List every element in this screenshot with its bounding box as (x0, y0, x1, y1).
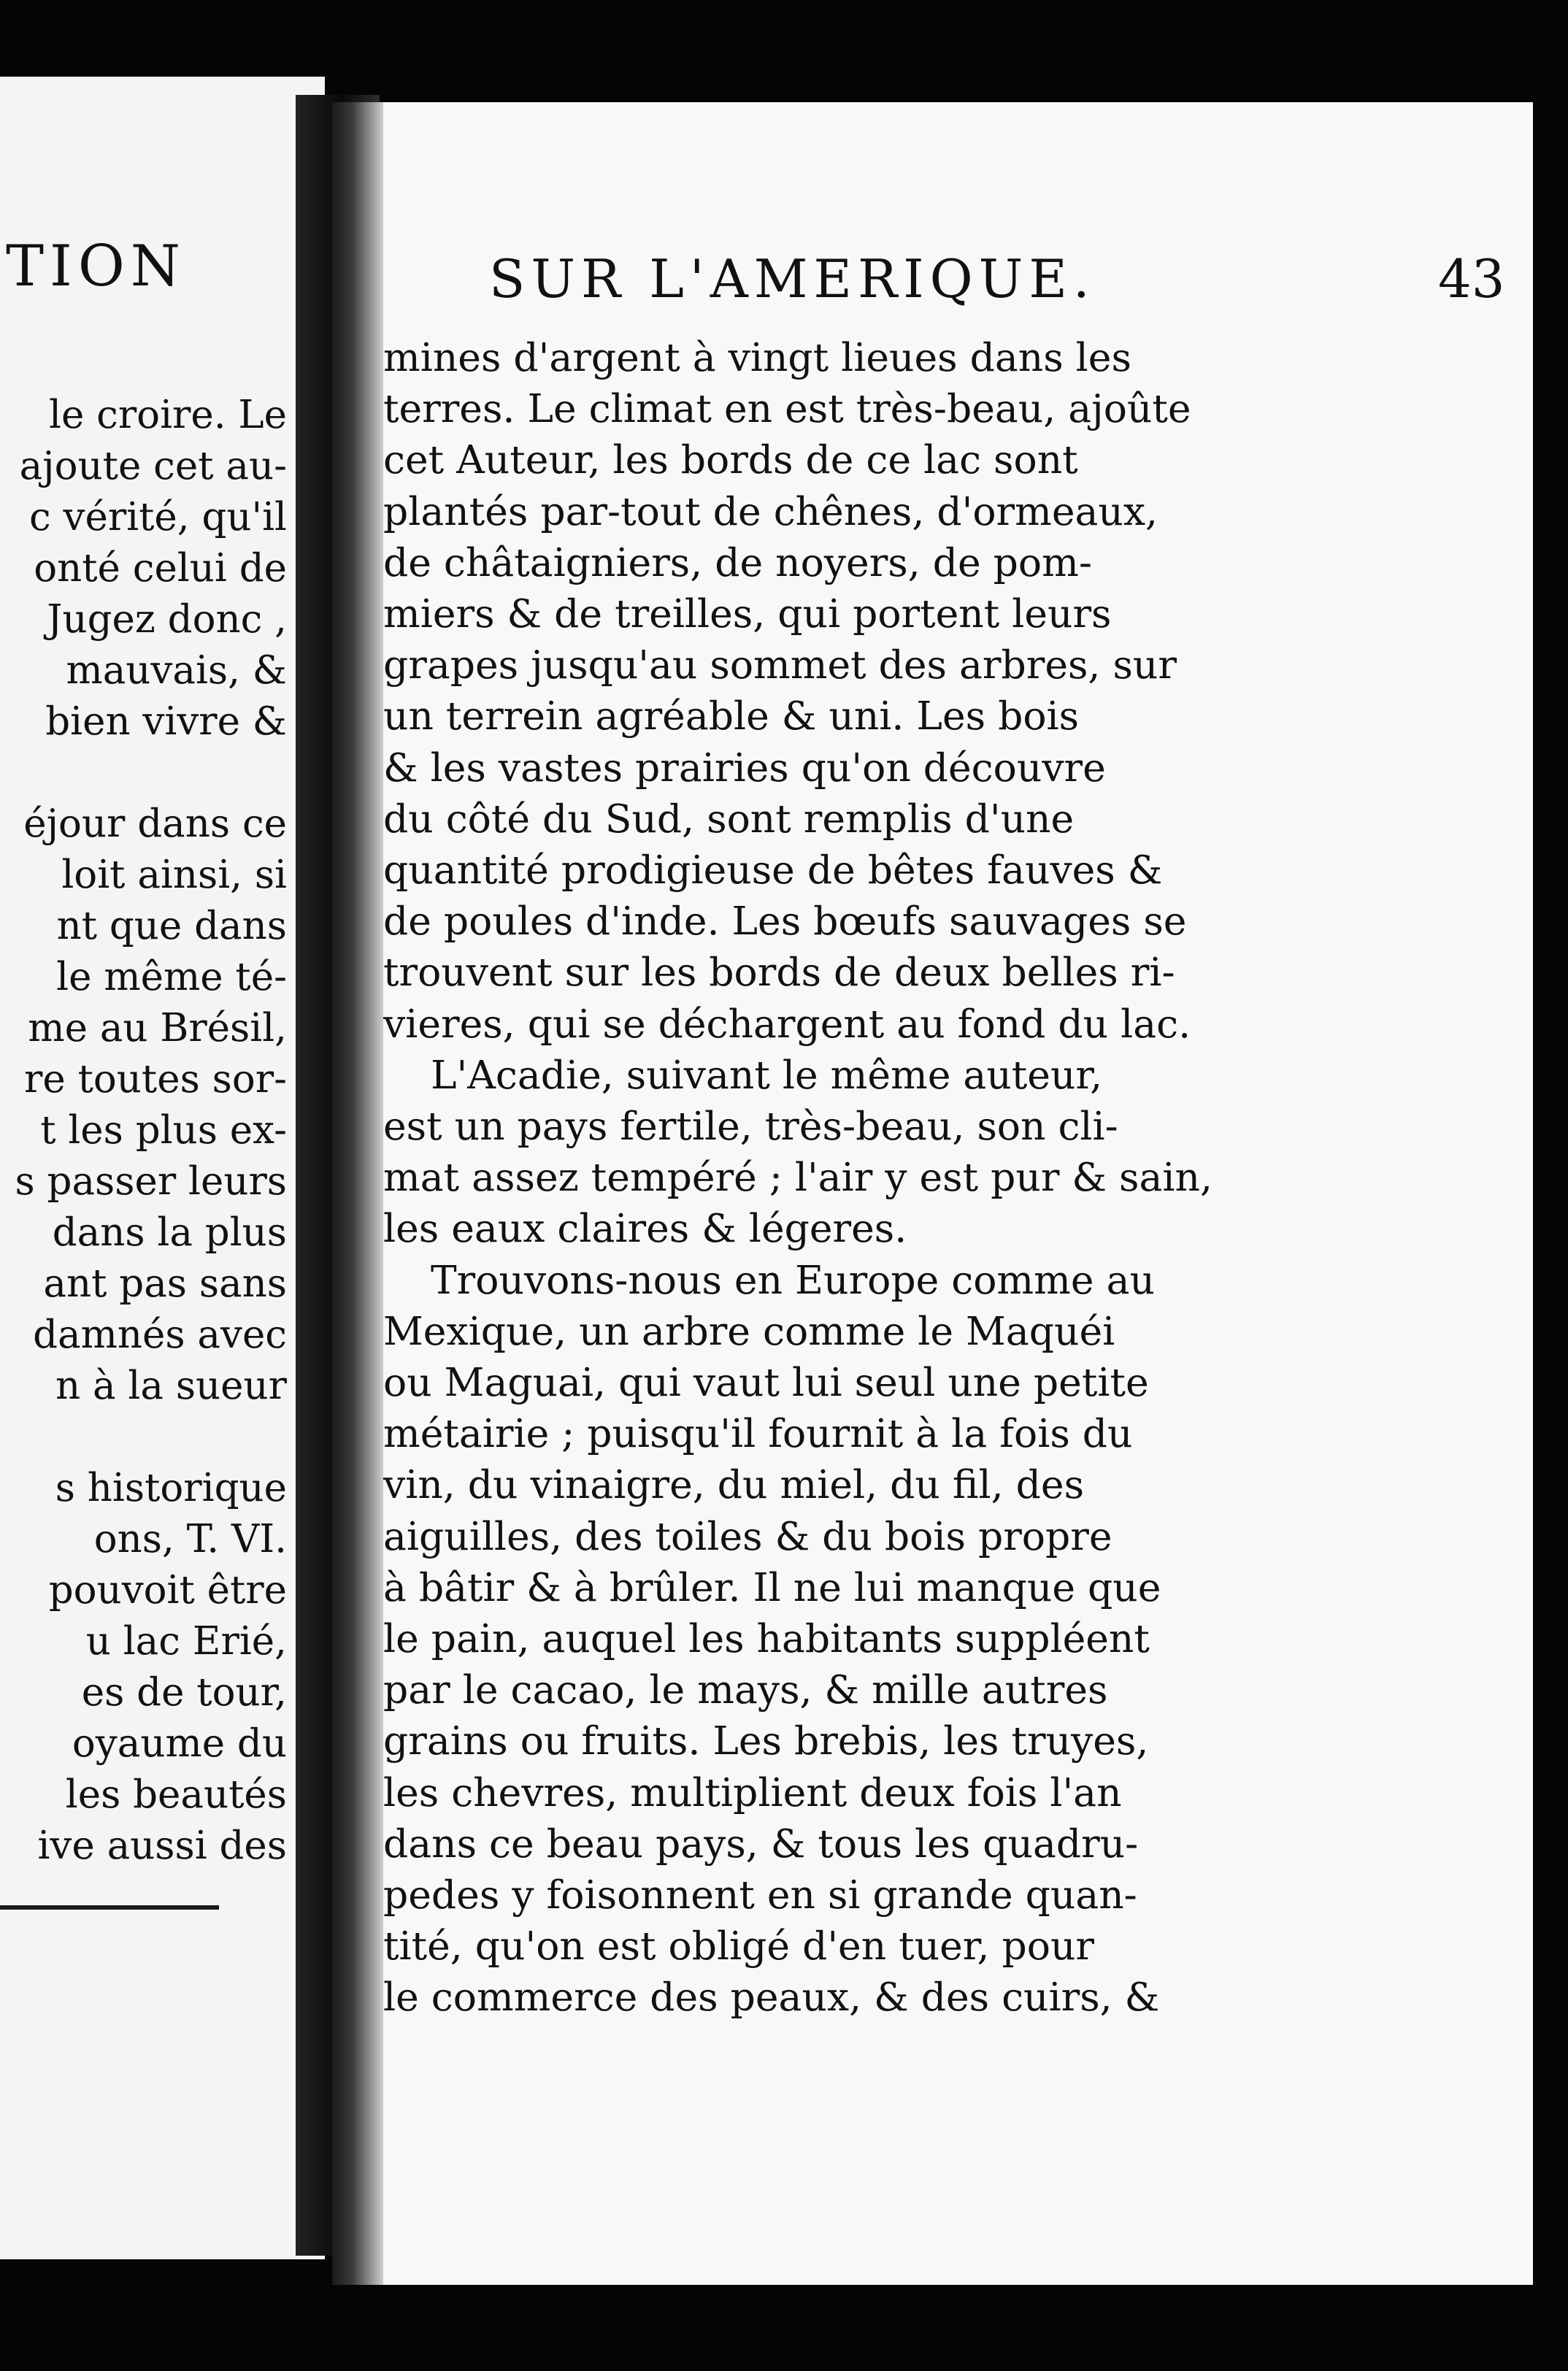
text-line: L'Acadie, suivant le même auteur, (431, 1051, 1103, 1098)
left-text-line: dans la plus (52, 1210, 287, 1255)
right-page (332, 102, 1533, 2285)
left-text-line: s passer leurs (15, 1159, 287, 1204)
text-line: de poules d'inde. Les bœufs sauvages se (383, 898, 1187, 945)
left-text-line: u lac Erié, (85, 1619, 287, 1664)
left-text-line: loit ainsi, si (61, 853, 287, 897)
text-line: le pain, auquel les habitants suppléent (383, 1615, 1150, 1661)
text-line: Trouvons-nous en Europe comme au (431, 1256, 1155, 1303)
left-text-line: n à la sueur (55, 1364, 287, 1408)
left-text-line: Jugez donc , (47, 597, 287, 642)
text-line: miers & de treilles, qui portent leurs (383, 591, 1112, 637)
text-line: mat assez tempéré ; l'air y est pur & sain, (383, 1154, 1212, 1201)
text-line: dans ce beau pays, & tous les quadru- (383, 1820, 1139, 1867)
left-text-line: onté celui de (34, 546, 287, 591)
text-line: vin, du vinaigre, du miel, du fil, des (383, 1461, 1085, 1508)
left-text-line: éjour dans ce (23, 802, 287, 846)
text-line: par le cacao, le mays, & mille autres (383, 1667, 1108, 1713)
left-text-line: t les plus ex- (40, 1108, 287, 1153)
text-line: trouvent sur les bords de deux belles ri- (383, 949, 1175, 996)
text-line: le commerce des peaux, & des cuirs, & (383, 1974, 1160, 2021)
left-text-line: damnés avec (33, 1313, 287, 1357)
text-line: cet Auteur, les bords de ce lac sont (383, 437, 1078, 483)
text-line: mines d'argent à vingt lieues dans les (383, 334, 1131, 380)
left-text-line: le croire. Le (49, 393, 287, 437)
left-text-line: mauvais, & (66, 648, 287, 693)
left-text-line: bien vivre & (45, 699, 287, 744)
left-text-line: ant pas sans (43, 1261, 287, 1306)
text-line: & les vastes prairies qu'on découvre (383, 744, 1106, 791)
text-line: métairie ; puisqu'il fournit à la fois du (383, 1410, 1133, 1457)
text-line: pedes y foisonnent en si grande quan- (383, 1872, 1137, 1918)
text-line: du côté du Sud, sont remplis d'une (383, 795, 1075, 842)
text-line: Mexique, un arbre comme le Maquéi (383, 1307, 1115, 1354)
left-text-line: pouvoit être (48, 1568, 287, 1613)
text-line: les chevres, multiplient deux fois l'an (383, 1769, 1122, 1815)
text-line: terres. Le climat en est très-beau, ajoûte (383, 385, 1191, 432)
text-line: de châtaigniers, de noyers, de pom- (383, 539, 1092, 585)
left-running-head: TION (6, 234, 187, 299)
left-page (0, 77, 325, 2259)
left-text-line: es de tour, (81, 1670, 287, 1715)
left-text-line: les beautés (65, 1772, 287, 1817)
text-line: ou Maguai, qui vaut lui seul une petite (383, 1359, 1149, 1405)
page-number: 43 (1438, 248, 1505, 310)
text-line: est un pays fertile, très-beau, son cli- (383, 1103, 1118, 1149)
text-line: vieres, qui se déchargent au fond du lac. (383, 1000, 1191, 1047)
running-head: SUR L'AMERIQUE. (489, 248, 1096, 310)
left-text-line: c vérité, qu'il (28, 495, 287, 539)
text-line: tité, qu'on est obligé d'en tuer, pour (383, 1923, 1094, 1970)
text-line: un terrein agréable & uni. Les bois (383, 693, 1080, 739)
left-text-line: me au Brésil, (28, 1006, 287, 1050)
left-text-line: le même té- (56, 955, 287, 999)
text-line: grains ou fruits. Les brebis, les truyes, (383, 1718, 1149, 1764)
text-line: les eaux claires & légeres. (383, 1205, 907, 1252)
left-text-line: ive aussi des (37, 1824, 287, 1868)
left-text-line: oyaume du (72, 1721, 287, 1766)
left-footer-rule (0, 1905, 219, 1910)
text-line: plantés par-tout de chênes, d'ormeaux, (383, 488, 1158, 534)
left-text-line: re toutes sor- (24, 1057, 287, 1102)
left-text-line: s historique (55, 1466, 287, 1510)
text-line: grapes jusqu'au sommet des arbres, sur (383, 642, 1177, 688)
left-text-line: ons, T. VI. (93, 1517, 287, 1561)
left-text-line: nt que dans (56, 904, 287, 948)
text-line: à bâtir & à brûler. Il ne lui manque que (383, 1564, 1161, 1610)
left-text-line: ajoute cet au- (19, 444, 287, 488)
text-line: quantité prodigieuse de bêtes fauves & (383, 847, 1163, 893)
text-line: aiguilles, des toiles & du bois propre (383, 1513, 1112, 1559)
right-page-inner-edge (332, 102, 383, 2285)
